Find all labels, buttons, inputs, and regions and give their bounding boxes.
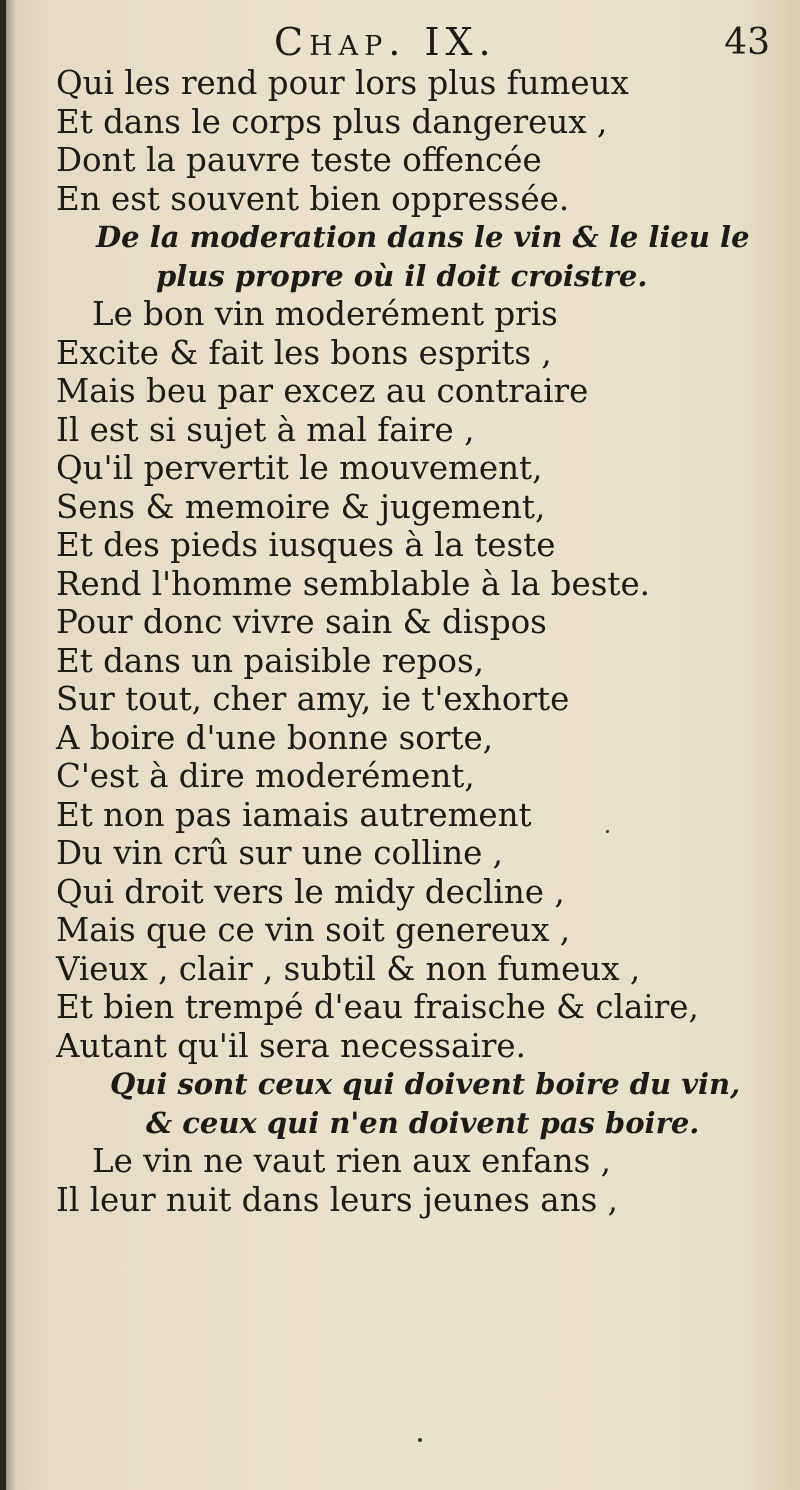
ink-speck <box>418 1438 422 1442</box>
section-heading-line: & ceux qui n'en doivent pas boire. <box>146 1105 700 1140</box>
book-page <box>6 0 800 1490</box>
verse-line: Autant qu'il sera necessaire. <box>56 1026 526 1065</box>
verse-line: Il est si sujet à mal faire , <box>56 410 475 449</box>
verse-line: Mais beu par excez au contraire <box>56 372 589 410</box>
verse-line: C'est à dire moderément, <box>56 757 475 795</box>
verse-line: Et des pieds iusques à la teste <box>56 526 556 564</box>
verse-line: Sens & memoire & jugement, <box>56 487 546 526</box>
verse-line: Vieux , clair , subtil & non fumeux , <box>56 949 641 988</box>
verse-line: Mais que ce vin soit genereux , <box>56 911 571 949</box>
verse-line: Qu'il pervertit le mouvement, <box>56 449 543 487</box>
verse-line: Pour donc vivre sain & dispos <box>56 603 547 641</box>
verse-line: En est souvent bien oppressée. <box>56 179 570 218</box>
verse-line: Excite & fait les bons esprits , <box>56 333 552 372</box>
verse-line: Le bon vin moderément pris <box>92 295 558 333</box>
verse-line: Qui droit vers le midy decline , <box>56 872 565 911</box>
page-header <box>6 20 800 68</box>
verse-line: Et dans un paisible repos, <box>56 641 484 680</box>
running-head: Chap. IX. <box>274 20 497 64</box>
verse-line: Rend l'homme semblable à la beste. <box>56 564 651 603</box>
verse-line: Dont la pauvre teste offencée <box>56 141 542 179</box>
verse-line: Sur tout, cher amy, ie t'exhorte <box>56 680 570 718</box>
verse-line: Du vin crû sur une colline , <box>56 834 504 872</box>
ink-speck <box>606 830 609 833</box>
page-number: 43 <box>724 22 770 63</box>
verse-line: Et bien trempé d'eau fraische & claire, <box>56 988 699 1026</box>
section-heading-line: Qui sont ceux qui doivent boire du vin, <box>110 1067 741 1101</box>
verse-line: A boire d'une bonne sorte, <box>56 718 494 757</box>
verse-line: Le vin ne vaut rien aux enfans , <box>92 1142 611 1180</box>
verse-line: Et non pas iamais autrement <box>56 795 532 834</box>
verse-line: Qui les rend pour lors plus fumeux <box>56 64 629 102</box>
section-heading-line: plus propre où il doit croistre. <box>156 258 648 293</box>
page-body <box>6 64 800 1219</box>
section-heading-line: De la moderation dans le vin & le lieu le <box>96 220 750 254</box>
verse-line: Il leur nuit dans leurs jeunes ans , <box>56 1180 618 1219</box>
verse-line: Et dans le corps plus dangereux , <box>56 102 608 141</box>
